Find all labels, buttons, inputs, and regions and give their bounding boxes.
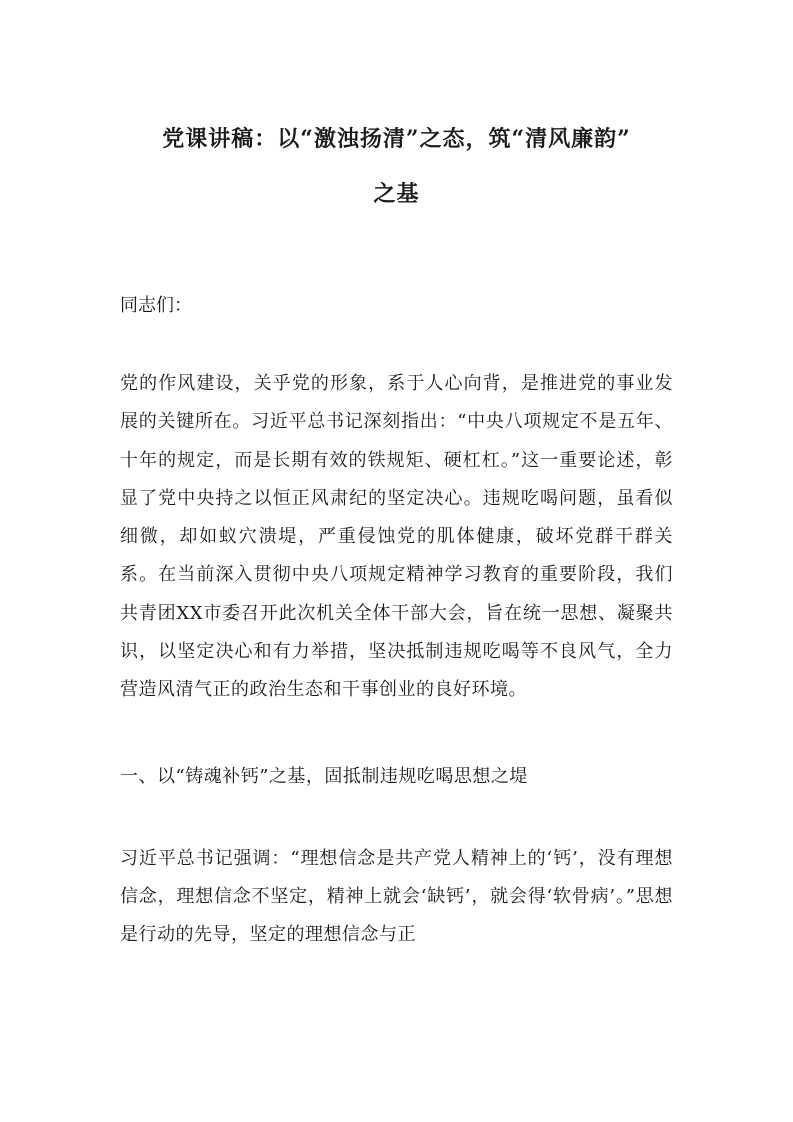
document-title-line-2: 之基 bbox=[373, 181, 420, 207]
document-title bbox=[120, 112, 673, 222]
document-title-line-1: 党课讲稿：以“激浊扬清”之态，筑“清风廉韵” bbox=[162, 126, 631, 152]
document-body bbox=[120, 112, 673, 955]
section-heading: 一、以“铸魂补钙”之基，固抵制违规吃喝思想之堤 bbox=[120, 765, 528, 787]
paragraph-intro: 党的作风建设，关乎党的形象，系于人心向背，是推进党的事业发展的关键所在。习近平总书记深刻指出：“中央八项规定不是五年、十年的规定，而是长期有效的铁规矩、硬杠杠。”这一重要论述，彰显了党中央持之以恒正风肃纪的坚定决心。违规吃喝问题，虽看似细微，却如蚁穴溃堤，严重侵蚀党的肌体健康，破坏党群干群关系。在当前深入贯彻中央八项规定精神学习教育的重要阶段，我们共青团XX市委召开此次机关全体干部大会，旨在统一思想、凝聚共识，以坚定决心和有力举措，坚决抵制违规吃喝等不良风气，全力营造风清气正的政治生态和干事创业的良好环境。 bbox=[120, 373, 673, 701]
paragraph-section-1: 习近平总书记强调：“理想信念是共产党人精神上的‘钙’，没有理想信念，理想信念不坚定，精神上就会‘缺钙’，就会得‘软骨病’。”思想是行动的先导，坚定的理想信念与正 bbox=[120, 847, 673, 946]
greeting: 同志们： bbox=[120, 295, 192, 316]
